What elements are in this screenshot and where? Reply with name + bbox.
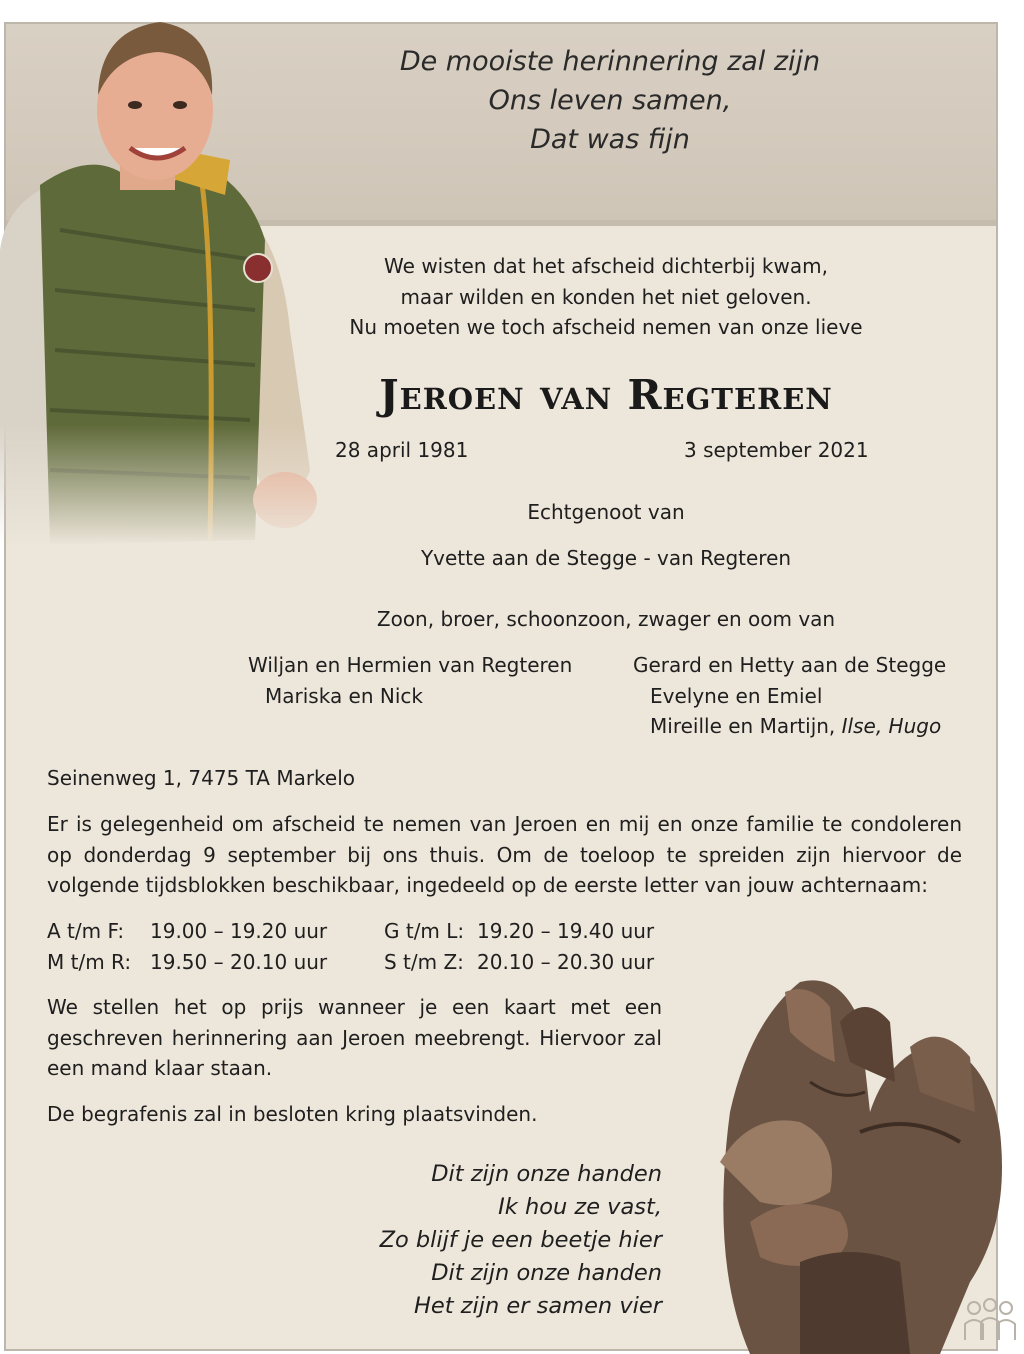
motto-verse [340, 42, 880, 159]
portrait-photo [0, 0, 330, 545]
family-right-plain: Mireille en Martijn, [650, 714, 836, 738]
intro-line: maar wilden en konden het niet geloven. [400, 284, 812, 309]
slot-time: 19.20 – 19.40 uur [477, 919, 655, 943]
people-group-icon [962, 1296, 1018, 1342]
family-right-line: Evelyne en Emiel [650, 684, 823, 708]
spouse-name: Yvette aan de Stegge - van Regteren [420, 546, 792, 570]
poem-line: Zo blijf je een beetje hier [379, 1227, 662, 1253]
family-right-line [650, 711, 941, 742]
slot-range: A t/m F: [47, 919, 125, 943]
slot-time: 19.00 – 19.20 uur [150, 919, 328, 943]
slot-range: G t/m L: [384, 919, 465, 943]
family-left-line: Wiljan en Hermien van Regteren [248, 653, 573, 677]
family-left-line: Mariska en Nick [265, 684, 423, 708]
intro-text [300, 251, 912, 343]
intro-line: We wisten dat het afscheid dichterbij kwam, [384, 254, 828, 278]
deceased-name: Jeroen van Regteren [379, 371, 833, 419]
funeral-note: De begrafenis zal in besloten kring plaatsvinden. [47, 1102, 538, 1126]
family-heading: Zoon, broer, schoonzoon, zwager en oom van [376, 607, 836, 631]
card-request: We stellen het op prijs wanneer je een kaart met een geschreven herinnering aan Jeroen meebrengt. Hiervoor zal een mand klaar staan. [47, 995, 662, 1080]
intro-line: Nu moeten we toch afscheid nemen van onze lieve [349, 315, 863, 339]
slot-range: M t/m R: [47, 950, 132, 974]
motto-line: Dat was fijn [530, 124, 690, 155]
poem-line: Het zijn er samen vier [413, 1293, 662, 1319]
family-right-italic: Ilse, Hugo [841, 714, 942, 738]
motto-line: Ons leven samen, [488, 85, 732, 116]
closing-poem [300, 1158, 662, 1323]
address: Seinenweg 1, 7475 TA Markelo [47, 766, 356, 790]
motto-line: De mooiste herinnering zal zijn [399, 46, 821, 77]
family-right-line: Gerard en Hetty aan de Stegge [633, 653, 947, 677]
death-date: 3 september 2021 [684, 438, 869, 462]
slot-range: S t/m Z: [384, 950, 464, 974]
condolence-text: Er is gelegenheid om afscheid te nemen van Jeroen en mij en onze familie te condoleren op donderdag 9 september bij ons thuis. Om de toeloop te spreiden zijn hiervoor de volgende tijdsblokken beschikbaar, ingedeeld op de eerste letter van jouw achternaam: [47, 812, 962, 897]
slot-time: 19.50 – 20.10 uur [150, 950, 328, 974]
birth-date: 28 april 1981 [335, 438, 469, 462]
poem-line: Dit zijn onze handen [431, 1161, 662, 1187]
slot-time: 20.10 – 20.30 uur [477, 950, 655, 974]
spouse-heading: Echtgenoot van [527, 500, 685, 524]
poem-line: Ik hou ze vast, [498, 1194, 662, 1220]
poem-line: Dit zijn onze handen [431, 1260, 662, 1286]
